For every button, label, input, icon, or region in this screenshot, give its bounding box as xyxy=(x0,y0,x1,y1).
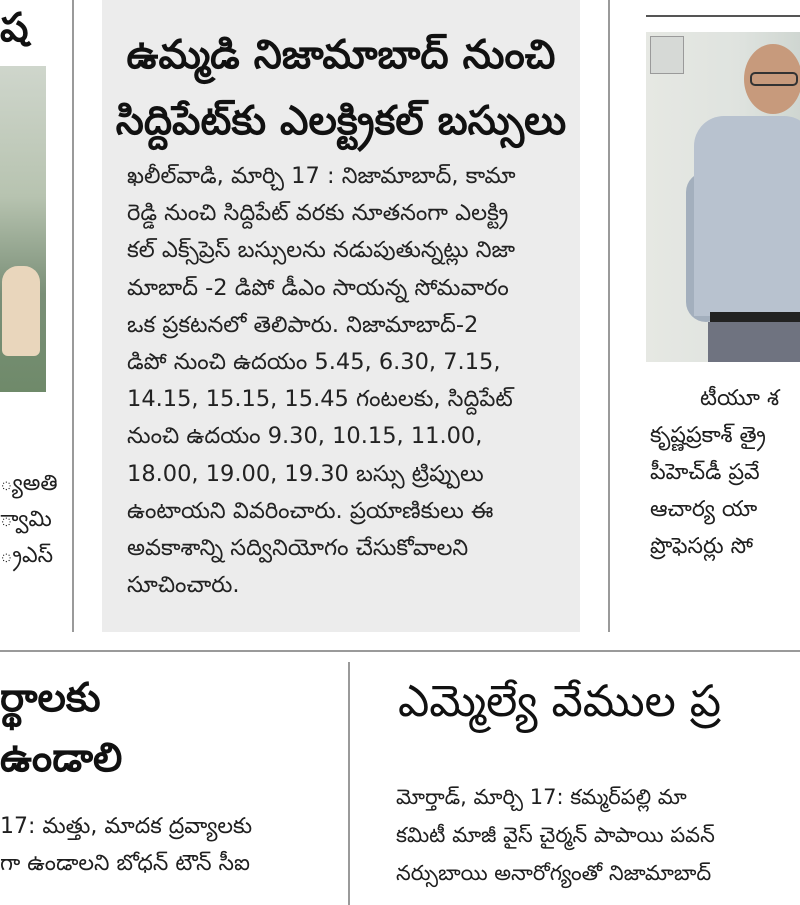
left-photo xyxy=(0,66,46,392)
section-divider xyxy=(0,650,800,652)
left-headline-fragment: ష xyxy=(0,5,29,51)
bottom-left-body: 17: మత్తు, మాదక ద్రవ్యాలకు గా ఉండాలని బోధన్ టౌన్ సీఐ xyxy=(0,814,253,876)
column-divider xyxy=(348,662,350,905)
column-divider xyxy=(72,0,74,632)
main-article-body: ఖలీల్‌వాడి, మార్చి 17 : నిజామాబాద్, కామా రెడ్డి నుంచి సిద్దిపేట్ వరకు నూతనంగా ఎలక్ట్రి కల్ ఎక్స్‌ప్రెస్ బస్సులను నడుపుతున్నట్లు నిజా మాబాద్ -2 డిపో డీఎం సాయన్న సోమవారం ఒక ప్రకటనలో తెలిపారు. నిజామాబాద్-2 డిపో నుంచి ఉదయం 5.45, 6.30, 7.15, 14.15, 15.15, 15.45 గంటలకు, సిద్దిపేట్ నుంచి ఉదయం 9.30, 10.15, 11.00, 18.00, 19.00, 19.30 బస్సు ట్రిప్పులు ఉంటాయని వివరించారు. ప్రయాణికులు ఈ అవకాశాన్ని సద్వినియోగం చేసుకోవాలని సూచించారు. xyxy=(127,163,516,599)
column-divider xyxy=(608,0,610,632)
right-top-rule xyxy=(646,15,800,17)
main-article-headline: ఉమ్మడి నిజామాబాద్ నుంచి సిద్దిపేట్‌కు ఎలక్ట్రికల్ బస్సులు xyxy=(115,32,567,144)
bottom-right-headline: ఎమ్మెల్యే వేముల ప్ర xyxy=(398,676,722,727)
bottom-left-headline: ర్థాలకు ఉండాలి xyxy=(0,675,123,781)
bottom-right-body: మోర్తాడ్, మార్చి 17: కమ్మర్‌పల్లి మా కమిటీ మాజీ వైస్ చైర్మన్ పాపాయి పవన్ నర్సుబాయి అనారోగ్యంతో నిజామాబాద్ xyxy=(396,785,715,885)
right-photo-caption: టీయూ శ కృష్ణప్రకాశ్ త్రై పీహెచ్‌డీ ప్రవే ఆచార్య యా ప్రొఫెసర్లు సో xyxy=(650,386,780,559)
left-text: ్యఅతి ్వామి ్రఎస్ xyxy=(0,471,58,568)
right-photo xyxy=(646,32,800,362)
left-column xyxy=(0,0,62,630)
